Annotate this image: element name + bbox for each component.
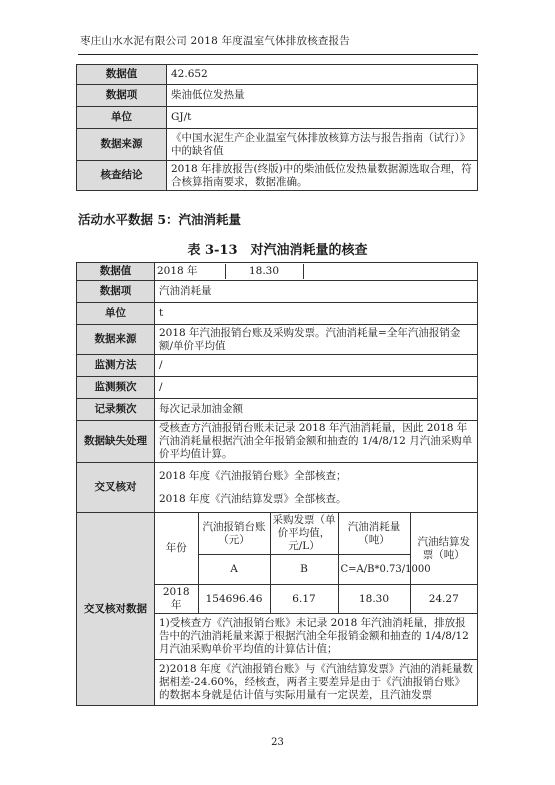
row-label: 数据缺失处理: [77, 421, 155, 463]
header-b: 采购发票（单价平均值，元/L）: [270, 513, 338, 555]
table-row: [77, 325, 478, 355]
row-value: 受核查方汽油报销台账未记录 2018 年汽油消耗量，因此 2018 年汽油消耗量根据汽油全年报销金额和抽查的 1/4/8/12 月汽油采购单价平均值计算。: [155, 421, 478, 463]
header-a: 汽油报销台账（元）: [198, 513, 270, 555]
section-title: 活动水平数据 5：汽油消耗量: [78, 212, 242, 227]
code-c: C=A/B*0.73/1000: [338, 555, 410, 585]
note-2: 2)2018 年度《汽油报销台账》与《汽油结算发票》汽油的消耗量数据相差-24.60%，经核查，两者主要差异是由于《汽油报销台账》的数据本身就是估计值与实际用量有一定误差，且汽油发票: [155, 660, 477, 706]
row-value: GJ/t: [167, 107, 478, 129]
table-row: [77, 263, 478, 281]
header-c: 汽油消耗量（吨）: [338, 513, 410, 555]
row-label: 数据来源: [77, 129, 167, 161]
gasoline-table: [76, 262, 478, 706]
header-rule: [78, 54, 478, 55]
table-row: [77, 513, 478, 706]
page-header: 枣庄山水水泥有限公司 2018 年度温室气体排放核查报告: [80, 35, 350, 47]
table-row: [77, 65, 478, 85]
year-cell: 2018 年: [155, 264, 225, 279]
data-row: [155, 585, 477, 614]
cell-year: 2018 年: [155, 585, 198, 614]
row-label: 数据项: [77, 281, 155, 303]
cross-check-line: 2018 年度《汽油报销台账》全部核查；: [159, 469, 347, 482]
empty-cell: [303, 264, 477, 279]
row-label: 交叉核对: [77, 463, 155, 513]
page-number: 23: [271, 737, 284, 748]
code-b: B: [270, 555, 338, 585]
row-label: 单位: [77, 303, 155, 325]
row-value: 《中国水泥生产企业温室气体排放核算方法与报告指南（试行）》中的缺省值: [167, 129, 478, 161]
row-label: 核查结论: [77, 161, 167, 191]
cell-b: 6.17: [270, 585, 338, 614]
row-value: 42.652: [167, 65, 478, 85]
cell-a: 154696.46: [198, 585, 270, 614]
table-row: [77, 161, 478, 191]
row-value: t: [155, 303, 478, 325]
table-row: [77, 303, 478, 325]
cell-c: 18.30: [338, 585, 410, 614]
data-value-cell: [155, 263, 478, 281]
table-row: [77, 129, 478, 161]
row-label: 数据值: [77, 65, 167, 85]
table-row: [77, 399, 478, 421]
header-year: 年份: [155, 513, 198, 585]
value-cell: 18.30: [225, 264, 303, 279]
row-value: /: [155, 355, 478, 377]
row-label: 交叉核对数据: [77, 513, 155, 706]
cell-d: 24.27: [410, 585, 477, 614]
row-label: 数据值: [77, 263, 155, 281]
row-value: 柴油低位发热量: [167, 85, 478, 107]
table-row: [77, 85, 478, 107]
cross-data-subtable: [155, 513, 477, 705]
data-value-subtable: [155, 264, 477, 279]
diesel-table: [76, 64, 478, 191]
header-d: 汽油结算发票（吨）: [410, 513, 477, 585]
row-label: 监测频次: [77, 377, 155, 399]
row-label: 记录频次: [77, 399, 155, 421]
table-row: [77, 355, 478, 377]
table-caption: 表 3-13 对汽油消耗量的核查: [187, 243, 368, 258]
cross-check-cell: [155, 463, 478, 513]
table-row: [77, 421, 478, 463]
row-value: /: [155, 377, 478, 399]
row-label: 监测方法: [77, 355, 155, 377]
row-label: 数据来源: [77, 325, 155, 355]
cross-data-cell: [155, 513, 478, 706]
row-value: 每次记录加油金额: [155, 399, 478, 421]
table-row: [77, 463, 478, 513]
row-value: 2018 年汽油报销台账及采购发票。汽油消耗量=全年汽油报销金额/单价平均值: [155, 325, 478, 355]
row-value: 2018 年排放报告(终版)中的柴油低位发热量数据源选取合理，符合核算指南要求，数据准确。: [167, 161, 478, 191]
note-1: 1)受核查方《汽油报销台账》未记录 2018 年汽油消耗量，排放报告中的汽油消耗量来源于根据汽油全年报销金额和抽查的 1/4/8/12 月汽油采购单价平均值的计算估计值；: [155, 614, 477, 660]
row-value: 汽油消耗量: [155, 281, 478, 303]
row-label: 数据项: [77, 85, 167, 107]
cross-check-line: 2018 年度《汽油结算发票》全部核查。: [159, 492, 347, 505]
code-a: A: [198, 555, 270, 585]
table-row: [77, 377, 478, 399]
row-label: 单位: [77, 107, 167, 129]
table-row: [77, 281, 478, 303]
table-row: [77, 107, 478, 129]
